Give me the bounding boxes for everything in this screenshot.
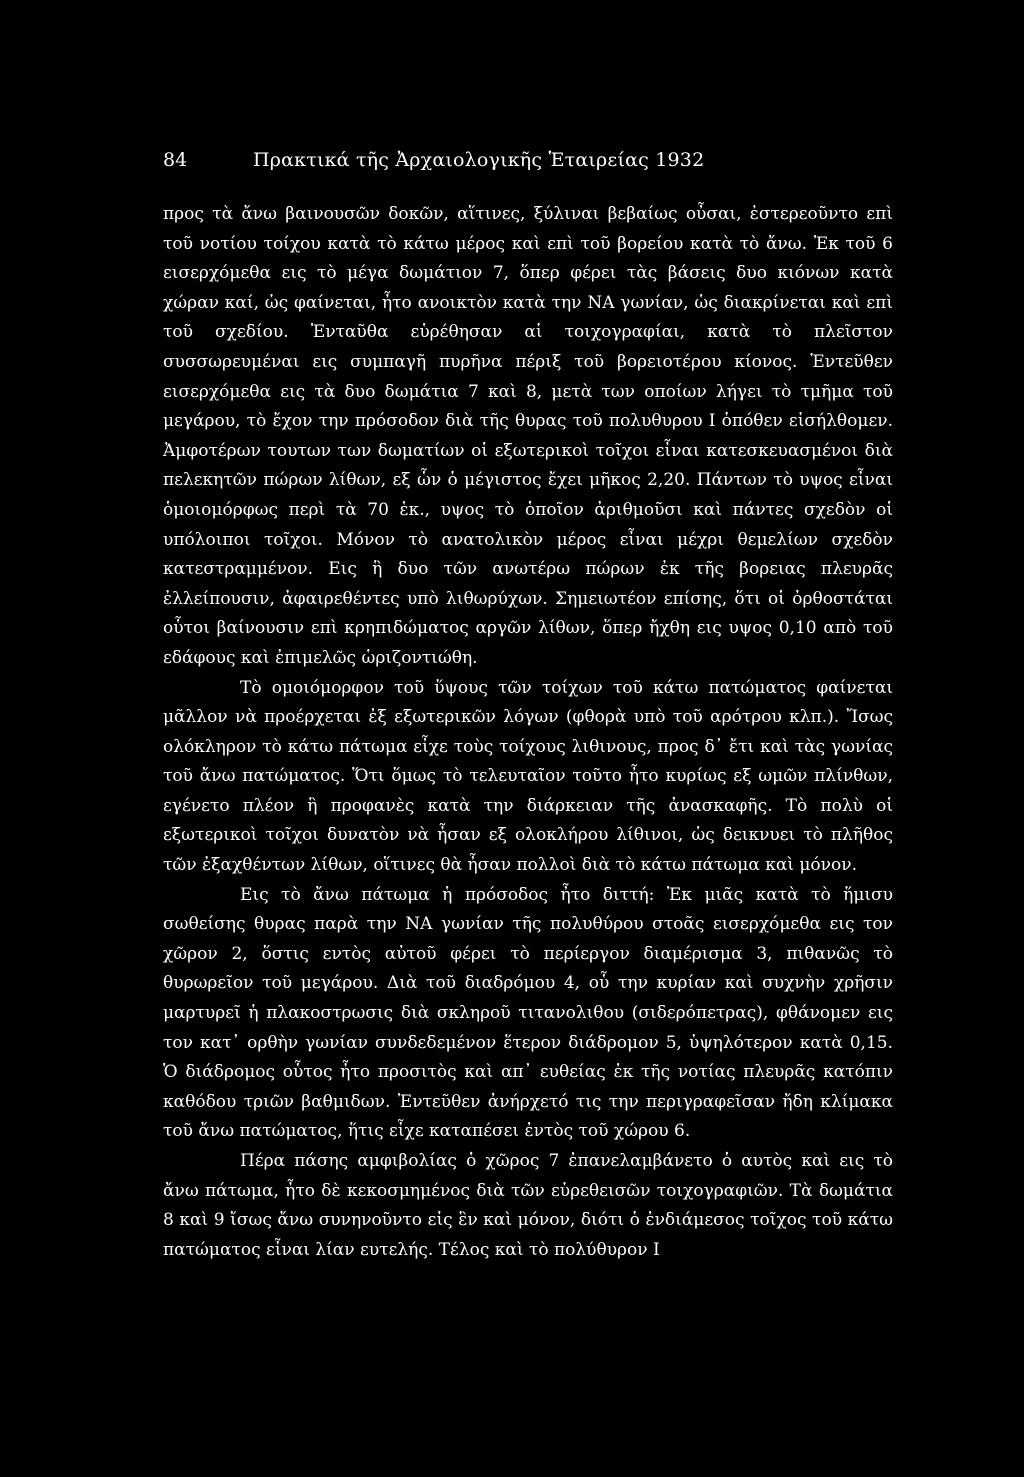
paragraph-2: Τὸ ομοιόμορφον τοῦ ὕψους τῶν τοίχων τοῦ κάτω πατώματος φαίνεται μᾶλλον νὰ προέρχεται ἐξ εξωτερικῶν λόγων (φθορὰ υπὸ τοῦ αρότρου κλπ.). Ἴσως ολόκληρον τὸ κάτω πάτωμα εἶχε τοὺς τοίχους λιθινους, προς δ᾽ ἔτι καὶ τὰς γωνίας τοῦ ἄνω πατώματος. Ὅτι ὅμως τὸ τελευταῖον τοῦτο ἦτο κυρίως εξ ωμῶν πλίνθων, εγένετο πλέον ἣ προφανὲς κατὰ την διάρκειαν τῆς ἀνασκαφῆς. Τὸ πολὺ οἱ εξωτερικοὶ τοῖχοι δυνατὸν νὰ ἦσαν εξ ολοκλήρου λίθινοι, ὡς δεικνυει τὸ πλῆθος τῶν ἐξαχθέντων λίθων, οἵτινες θὰ ἦσαν πολλοὶ διὰ τὸ κάτω πάτωμα καὶ μόνον. [163, 677, 893, 876]
journal-title: Πρακτικά τῆς Ἀρχαιολογικῆς Ἑταιρείας 1932 [253, 149, 705, 171]
running-header [163, 140, 893, 180]
paragraph-4: Πέρα πάσης αμφιβολίας ὁ χῶρος 7 ἐπανελαμβάνετο ὁ αυτὸς καὶ εις τὸ ἄνω πάτωμα, ἦτο δὲ κεκοσμημένος διὰ τῶν εὑρεθεισῶν τοιχογραφιῶν. Τὰ δωμάτια 8 καὶ 9 ἴσως ἄνω συνηνοῦντο εἰς ἓν καὶ μόνον, διότι ὁ ἐνδιάμεσος τοῖχος τοῦ κάτω πατώματος εἶναι λίαν ευτελής. Τέλος καὶ τὸ πολύθυρον Ι [163, 1151, 893, 1260]
document-page [163, 140, 893, 1265]
body-text [163, 200, 893, 1265]
paragraph-1: προς τὰ ἄνω βαινουσῶν δοκῶν, αἵτινες, ξύλιναι βεβαίως οὖσαι, ἐστερεοῦντο επὶ τοῦ νοτίου τοίχου κατὰ τὸ κάτω μέρος καὶ επὶ τοῦ βορείου κατὰ τὸ ἄνω. Ἐκ τοῦ 6 εισερχόμεθα εις τὸ μέγα δωμάτιον 7, ὅπερ φέρει τὰς βάσεις δυο κιόνων κατὰ χώραν καί, ὡς φαίνεται, ἦτο ανοικτὸν κατὰ την ΝΑ γωνίαν, ὡς διακρίνεται καὶ επὶ τοῦ σχεδίου. Ἐνταῦθα εὑρέθησαν αἱ τοιχογραφίαι, κατὰ τὸ πλεῖστον συσσωρευμέναι εις συμπαγῆ πυρῆνα πέριξ τοῦ βορειοτέρου κίονος. Ἐντεῦθεν εισερχόμεθα εις τὰ δυο δωμάτια 7 καὶ 8, μετὰ των οποίων λήγει τὸ τμῆμα τοῦ μεγάρου, τὸ ἔχον την πρόσοδον διὰ τῆς θυρας τοῦ πολυθυρου Ι ὁπόθεν εἰσήλθομεν. Ἀμφοτέρων τουτων των δωματίων οἱ εξωτερικοὶ τοῖχοι εἶναι κατεσκευασμένοι διὰ πελεκητῶν πώρων λίθων, εξ ὧν ὁ μέγιστος ἔχει μῆκος 2,20. Πάντων τὸ υψος εἶναι ὁμοιομόρφως περὶ τὰ 70 ἑκ., υψος τὸ ὁποῖον ἀριθμοῦσι καὶ πάντες σχεδὸν οἱ υπόλοιποι τοῖχοι. Μόνον τὸ ανατολικὸν μέρος εἶναι μέχρι θεμελίων σχεδὸν κατεστραμμένον. Εις ἣ δυο τῶν ανωτέρω πώρων ἐκ τῆς βορειας πλευρᾶς ἐλλείπουσιν, ἀφαιρεθέντες υπὸ λιθωρύχων. Σημειωτέον επίσης, ὅτι οἱ ὀρθοστάται οὗτοι βαίνουσιν επὶ κρηπιδώματος αργῶν λίθων, ὅπερ ἤχθη εις υψος 0,10 απὸ τοῦ εδάφους καὶ ἐπιμελῶς ὡριζοντιώθη. [163, 204, 893, 668]
paragraph-3: Εις τὸ ἄνω πάτωμα ἡ πρόσοδος ἦτο διττή: Ἐκ μιᾶς κατὰ τὸ ἥμισυ σωθείσης θυρας παρὰ την ΝΑ γωνίαν τῆς πολυθύρου στοᾶς εισερχόμεθα εις τον χῶρον 2, ὅστις εντὸς αὐτοῦ φέρει τὸ περίεργον διαμέρισμα 3, πιθανῶς τὸ θυρωρεῖον τοῦ μεγάρου. Διὰ τοῦ διαδρόμου 4, οὗ την κυρίαν καὶ συχνὴν χρῆσιν μαρτυρεῖ ἡ πλακοστρωσις διὰ σκληροῦ τιτανολιθου (σιδερόπετρας), φθάνομεν εις τον κατ᾽ ορθὴν γωνίαν συνδεδεμένον ἕτερον διάδρομον 5, ὑψηλότερον κατὰ 0,15. Ὁ διάδρομος οὗτος ἦτο προσιτὸς καὶ απ᾽ ευθείας ἐκ τῆς νοτίας πλευρᾶς κατόπιν καθόδου τριῶν βαθμιδων. Ἐντεῦθεν ἀνήρχετό τις την περιγραφεῖσαν ἤδη κλίμακα τοῦ ἄνω πατώματος, ἥτις εἶχε καταπέσει ἐντὸς τοῦ χώρου 6. [163, 884, 893, 1142]
page-number: 84 [163, 149, 188, 171]
